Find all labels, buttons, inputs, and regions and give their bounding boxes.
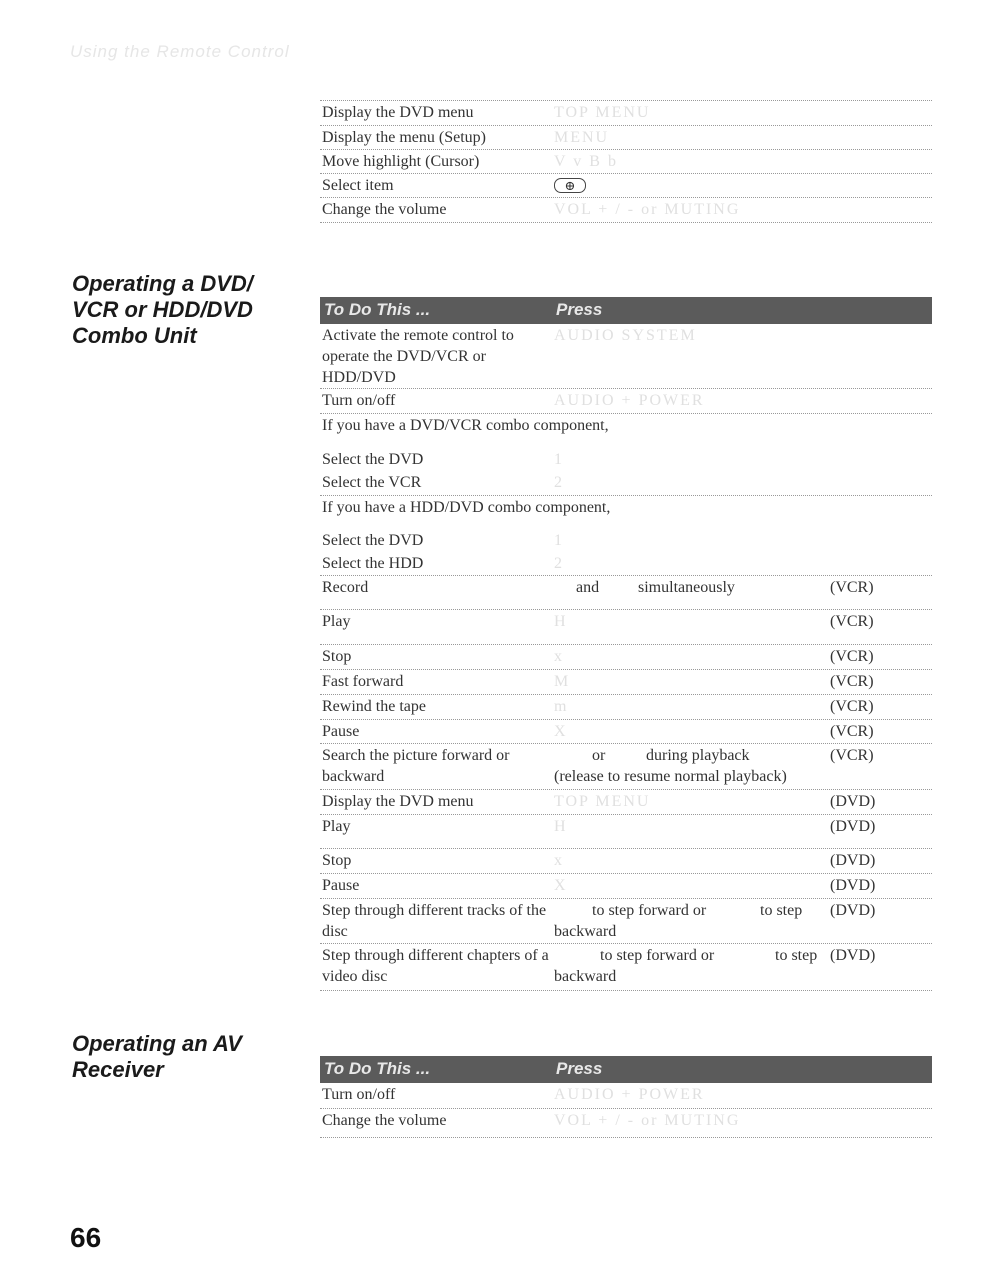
- row-press-and: and: [576, 579, 600, 596]
- row-press-forward: to step forward or: [600, 947, 715, 964]
- row-label: Rewind the tape: [322, 698, 426, 715]
- row-device: (VCR): [830, 613, 874, 630]
- table-row: [320, 552, 932, 576]
- table-row: [320, 849, 932, 874]
- table-row: [320, 174, 932, 198]
- row-press: VOL + / - or MUTING: [554, 201, 741, 218]
- row-label: Select the HDD: [322, 555, 424, 572]
- section-heading-dvd-vcr: Operating a DVD/ VCR or HDD/DVD Combo Unit: [72, 271, 253, 348]
- row-press: 2: [554, 474, 564, 491]
- row-device: (VCR): [830, 723, 874, 740]
- table-row: [320, 414, 932, 448]
- row-press-backward: backward: [554, 923, 617, 940]
- table-row: [320, 645, 932, 670]
- row-label: Stop: [322, 648, 352, 665]
- row-press: m: [554, 698, 569, 715]
- row-press: M: [554, 673, 571, 690]
- row-press: AUDIO SYSTEM: [554, 327, 697, 344]
- row-press: 1: [554, 532, 564, 549]
- header-do: To Do This ...: [324, 300, 431, 319]
- row-press: TOP MENU: [554, 793, 651, 810]
- row-press-release: (release to resume normal playback): [554, 768, 787, 785]
- table-row: [320, 670, 932, 695]
- row-note: If you have a HDD/DVD combo component,: [322, 499, 611, 516]
- row-label: Fast forward: [322, 673, 404, 690]
- row-press: 1: [554, 451, 564, 468]
- table-row: [320, 695, 932, 720]
- row-label: Display the DVD menu: [322, 793, 474, 810]
- row-label: Select the VCR: [322, 474, 422, 491]
- row-label: Pause: [322, 877, 360, 894]
- row-press-backward: backward: [554, 968, 617, 985]
- row-label: Change the volume: [322, 1112, 447, 1129]
- row-device: (DVD): [830, 852, 876, 869]
- row-label: Step through different tracks of the disc: [322, 902, 547, 940]
- enter-button-icon: ⊕: [554, 178, 586, 193]
- row-device: (VCR): [830, 673, 874, 690]
- table-row: [320, 496, 932, 529]
- row-label: Move highlight (Cursor): [322, 153, 480, 170]
- row-press: X: [554, 723, 568, 740]
- row-label: Turn on/off: [322, 1086, 396, 1103]
- row-press-simultaneously: simultaneously: [638, 579, 735, 596]
- row-label: Play: [322, 818, 351, 835]
- row-label: Display the menu (Setup): [322, 129, 486, 146]
- header-do: To Do This ...: [324, 1059, 431, 1078]
- table-row: [320, 1083, 932, 1109]
- row-press-step: to step: [775, 947, 818, 964]
- row-device: (DVD): [830, 902, 876, 919]
- row-press: X: [554, 877, 568, 894]
- row-label: Record: [322, 579, 369, 596]
- table-header: [320, 297, 932, 324]
- row-press: V v B b: [554, 153, 618, 170]
- running-head: Using the Remote Control: [70, 42, 290, 61]
- row-label: Display the DVD menu: [322, 104, 474, 121]
- table-row: [320, 100, 932, 126]
- dvd-vcr-table: [320, 297, 932, 991]
- row-press: H: [554, 613, 568, 630]
- table-row: [320, 944, 932, 991]
- row-press: x: [554, 648, 564, 665]
- table-row: [320, 150, 932, 174]
- table-header: [320, 1056, 932, 1083]
- row-press-forward: to step forward or: [592, 902, 707, 919]
- header-press: Press: [556, 1059, 603, 1078]
- table-row: [320, 790, 932, 815]
- row-press-during: during playback: [646, 747, 750, 764]
- row-label: Search the picture forward or backward: [322, 747, 510, 785]
- row-device: (DVD): [830, 818, 876, 835]
- table-row: [320, 389, 932, 414]
- section-heading-av-receiver: Operating an AV Receiver: [72, 1031, 242, 1082]
- row-label: Pause: [322, 723, 360, 740]
- table-row: [320, 899, 932, 944]
- row-press-step: to step: [760, 902, 803, 919]
- row-press-or: or: [592, 747, 606, 764]
- row-label: Play: [322, 613, 351, 630]
- table-row: [320, 744, 932, 790]
- row-label: Change the volume: [322, 201, 447, 218]
- av-receiver-table: [320, 1056, 932, 1138]
- row-device: (DVD): [830, 793, 876, 810]
- page-number: 66: [70, 1222, 102, 1253]
- table-row: [320, 720, 932, 744]
- row-label: Select the DVD: [322, 451, 424, 468]
- table-row: [320, 324, 932, 389]
- row-press: 2: [554, 555, 564, 572]
- table-row: [320, 126, 932, 150]
- row-press: AUDIO + POWER: [554, 392, 705, 409]
- header-press: Press: [556, 300, 603, 319]
- row-note: If you have a DVD/VCR combo component,: [322, 417, 609, 434]
- table-row: [320, 815, 932, 849]
- row-label: Activate the remote control to operate the DVD/VCR or HDD/DVD: [322, 327, 514, 386]
- row-label: Step through different chapters of a video disc: [322, 947, 549, 985]
- row-press: TOP MENU: [554, 104, 651, 121]
- table-row: [320, 1109, 932, 1138]
- row-press: VOL + / - or MUTING: [554, 1112, 741, 1129]
- table-row: [320, 471, 932, 496]
- dvd-menu-table: [320, 100, 932, 223]
- row-label: Turn on/off: [322, 392, 396, 409]
- row-label: Select the DVD: [322, 532, 424, 549]
- row-label: Stop: [322, 852, 352, 869]
- row-label: Select item: [322, 177, 394, 194]
- row-device: (DVD): [830, 947, 876, 964]
- row-device: (DVD): [830, 877, 876, 894]
- row-press: AUDIO + POWER: [554, 1086, 705, 1103]
- row-press: H: [554, 818, 568, 835]
- table-row: [320, 874, 932, 899]
- table-row: [320, 529, 932, 552]
- row-press: MENU: [554, 129, 610, 146]
- table-row: [320, 448, 932, 471]
- table-row: [320, 576, 932, 610]
- row-device: (VCR): [830, 579, 874, 596]
- row-device: (VCR): [830, 698, 874, 715]
- table-row: [320, 610, 932, 645]
- row-press: x: [554, 852, 564, 869]
- row-press: [554, 175, 854, 196]
- table-row: [320, 198, 932, 223]
- row-device: (VCR): [830, 747, 874, 764]
- row-device: (VCR): [830, 648, 874, 665]
